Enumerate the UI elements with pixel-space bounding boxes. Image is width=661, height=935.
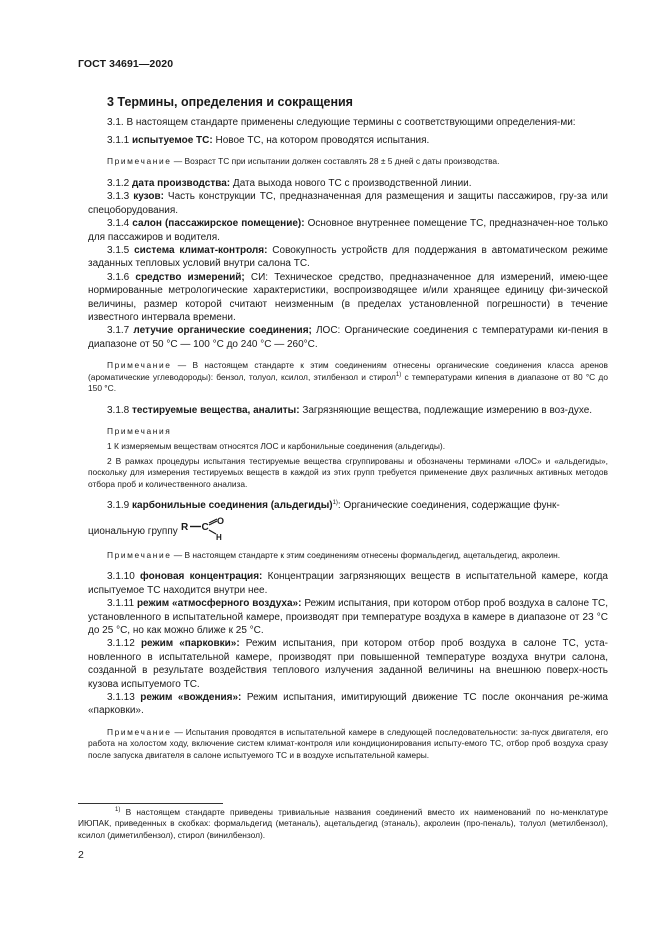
note-label: Примечание [107, 549, 172, 560]
note-item-1: 1 К измеряемым веществам относятся ЛОС и карбонильные соединения (альдегиды). [107, 440, 446, 451]
term-definition: Концентрации загрязняющих веществ в испытательной камере, когда испытуемое ТС находится внутри нее. [88, 571, 608, 596]
note-3-1-13 [88, 727, 608, 762]
term-3-1-7 [88, 324, 608, 351]
note-3-1-7 [88, 360, 608, 395]
note-text: — Испытания проводятся в испытательной камере в следующей последовательности: за-пуск двигателя, его работа на холостом ходу, включение систем климат-контроля или кондиционирования испыту-емого ТС, отбор проб воздуха сразу после запуска двигателя в салоне испытуемого ТС и в воздухе испытательной камеры. [88, 726, 608, 760]
note-text: — В настоящем стандарте к этим соединениям отнесены формальдегид, ацетальдегид, акролеин. [171, 549, 561, 560]
note-text: — В настоящем стандарте к этим соединениям отнесены органические соединения класса аренов (ароматические углеводороды): бензол, толуол, ксилол, этилбензол и стирол [88, 360, 608, 382]
term-3-1-1 [88, 134, 608, 147]
term-number: 3.1.3 [107, 191, 134, 203]
formula-h: H [215, 532, 222, 541]
term-number: 3.1.13 [107, 692, 141, 703]
formula-o: O [216, 515, 224, 526]
term-name: салон (пассажирское помещение): [132, 218, 305, 230]
term-3-1-12 [88, 637, 608, 691]
note-label: Примечание [107, 726, 172, 737]
footnotes [78, 803, 608, 841]
section-title: 3 Термины, определения и сокращения [107, 95, 353, 109]
carbonyl-group-formula [181, 515, 235, 541]
term-3-1-4 [88, 217, 608, 244]
term-number: 3.1.5 [107, 244, 135, 256]
note-label: Примечание [107, 360, 172, 371]
term-name: испытуемое ТС: [132, 134, 213, 146]
term-name: средство измерений; [135, 271, 245, 283]
document-header: ГОСТ 34691—2020 [78, 58, 174, 70]
term-3-1-9 [88, 499, 608, 512]
term-definition: Новое ТС, на котором проводятся испытания. [212, 134, 430, 146]
term-definition: ЛОС: Органические соединения с температурами ки-пения в диапазоне от 50 °С — 100 °С до 240 °С — 260°С. [88, 325, 608, 350]
footnote-ref: 1) [332, 500, 338, 507]
term-name: тестируемые вещества, аналиты: [132, 404, 300, 416]
note-text-cont: с температурами кипения в диапазоне от 80 °С до 150 °С. [88, 371, 608, 394]
term-definition: Дата выхода нового ТС с производственной линии. [230, 177, 472, 189]
term-definition: Режим испытания, при котором отбор проб воздуха в салоне ТС, уста-новленного в испытательной камере, производят при повышенной температуре воздуха внутри салона, созданной в результате воздействия теплового излучения заданной величины на внешнюю поверх-ность кузова испытуемого ТС. [88, 638, 608, 690]
term-name: карбонильные соединения (альдегиды) [132, 500, 333, 512]
term-definition: : Органические соединения, содержащие функ- [337, 500, 560, 512]
term-3-1-2 [88, 177, 608, 190]
term-definition: Загрязняющие вещества, подлежащие измерению в воз-духе. [299, 404, 593, 416]
term-definition: Основное внутреннее помещение ТС, предназначен-ное только для пассажиров и водителя. [88, 218, 608, 243]
footnote-divider [78, 803, 223, 804]
term-name: кузов: [133, 191, 164, 203]
note-text: — Возраст ТС при испытании должен составлять 28 ± 5 дней с даты производства. [171, 156, 500, 167]
term-number: 3.1.12 [107, 638, 141, 650]
term-3-1-6 [88, 271, 608, 325]
note-item-2: 2 В рамках процедуры испытания тестируемые вещества сгруппированы и обозначены терминами «ЛОС» и «альдегиды», поскольку для измерения тестируемых веществ в каждой из этих групп требуется применение двух различных активных методов отбора проб и количественного анализа. [88, 455, 608, 489]
term-3-1-5 [88, 244, 608, 271]
term-3-1-3 [88, 190, 608, 217]
term-number: 3.1.4 [107, 218, 133, 230]
page-number: 2 [78, 849, 84, 861]
term-name: режим «вождения»: [140, 692, 242, 703]
term-name: режим «парковки»: [140, 638, 240, 650]
term-definition: Режим испытания, при котором отбор проб воздуха в салоне ТС, установленного в испытательной камере, производят при температуре воздуха в камере в диапазоне от 23 °С до 25 °С, но как можно ближе к 25 °С. [88, 598, 608, 636]
footnote-1 [78, 807, 608, 841]
term-definition: Часть конструкции ТС, предназначенная для размещения и защиты пассажиров, гру-за или спецоборудования. [88, 191, 608, 216]
term-name: летучие органические соединения; [133, 325, 312, 337]
term-definition: Совокупность устройств для поддержания в автоматическом режиме заданных тепловых условий внутри салона ТС. [88, 244, 608, 270]
formula-r: R [180, 521, 188, 533]
note-3-1-9 [88, 550, 608, 562]
term-3-1-11 [88, 597, 608, 637]
term-3-1-8 [88, 404, 608, 417]
term-3-1-9-formula-line [88, 515, 608, 541]
term-3-1-13 [88, 691, 608, 718]
term-definition-cont: циональную группу [88, 525, 181, 537]
footnote-ref: 1) [395, 371, 402, 378]
note-label: Примечание [107, 156, 172, 167]
footnote-marker: 1) [115, 807, 121, 813]
term-definition: Режим испытания, имитирующий движение ТС после окончания ре-жима «парковки». [88, 692, 608, 717]
term-name: дата производства: [132, 177, 231, 189]
term-name: фоновая концентрация: [140, 571, 263, 583]
notes-label-3-1-8 [88, 426, 608, 438]
footnote-text: В настоящем стандарте приведены тривиальные названия соединений вместо их наименований по но-менклатуре ИЮПАК, приведенных в скобках: формальдегид (метаналь), ацетальдегид (этаналь), акролеин (про-пеналь), толуол (метилбензол), ксилол (диметилбензол), стирол (винилбензол). [78, 807, 608, 840]
note-3-1-1 [88, 156, 608, 168]
term-number: 3.1.10 [107, 571, 141, 583]
section-body [88, 116, 608, 762]
note-label: Примечания [107, 426, 172, 437]
formula-c: C [201, 521, 209, 533]
term-name: режим «атмосферного воздуха»: [136, 598, 302, 610]
term-number: 3.1.6 [107, 271, 136, 283]
term-definition: СИ: Техническое средство, предназначенное для измерений, имею-щее нормированные метрологические характеристики, воспроизводящее и/или хранящее единицу фи-зической величины, размер которой считают неизменным (в пределах установленной погрешности) в течение известного интервала времени. [88, 271, 609, 323]
paragraph-3-1: 3.1. В настоящем стандарте применены следующие термины с соответствующими определения-ми: [107, 117, 576, 128]
term-number: 3.1.1 [107, 134, 133, 146]
term-number: 3.1.8 [107, 404, 133, 416]
term-number: 3.1.9 [107, 500, 133, 512]
term-number: 3.1.2 [107, 177, 133, 189]
term-number: 3.1.11 [107, 598, 137, 610]
term-3-1-10 [88, 570, 608, 597]
term-number: 3.1.7 [107, 325, 134, 337]
term-name: система климат-контроля: [134, 244, 268, 256]
